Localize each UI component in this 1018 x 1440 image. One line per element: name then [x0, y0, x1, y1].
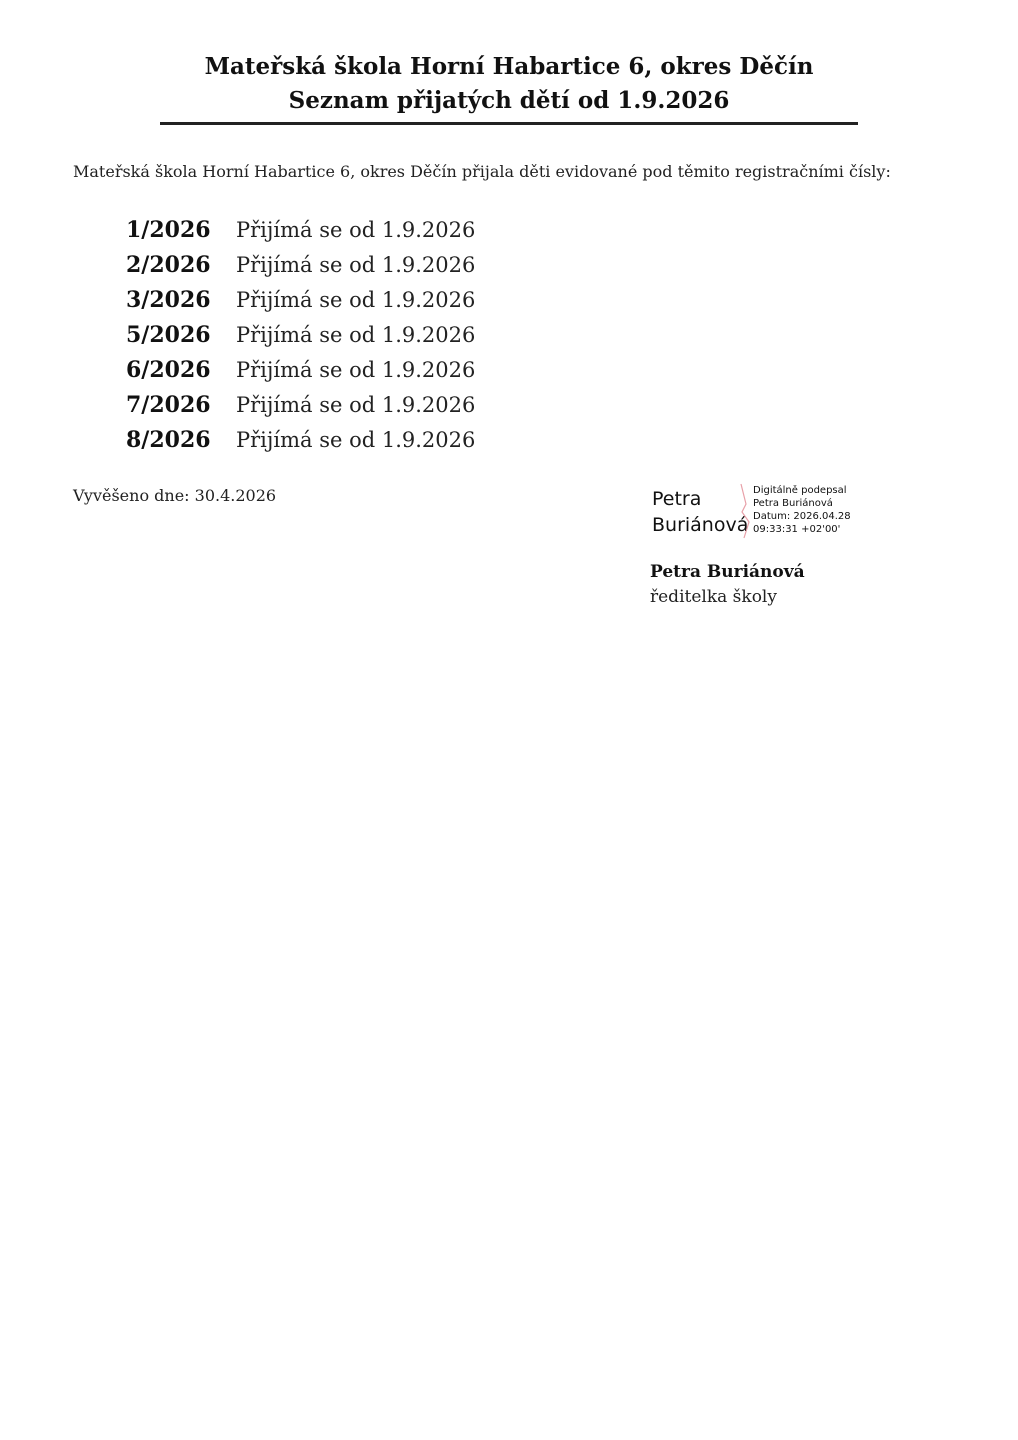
document-header [160, 50, 858, 125]
admission-status: Přijímá se od 1.9.2026 [236, 427, 476, 452]
admission-status: Přijímá se od 1.9.2026 [236, 217, 476, 242]
admission-item [126, 422, 475, 457]
signature-mark-icon [738, 482, 752, 540]
registration-number: 5/2026 [126, 321, 211, 348]
admission-item [126, 352, 475, 387]
registration-number: 8/2026 [126, 426, 211, 453]
signer-block [650, 560, 805, 610]
signature-detail-signer: Petra Buriánová [753, 498, 833, 509]
signature-detail-date: Datum: 2026.04.28 [753, 511, 851, 522]
admission-status: Přijímá se od 1.9.2026 [236, 322, 476, 347]
signature-name [652, 486, 748, 538]
admission-status: Přijímá se od 1.9.2026 [236, 287, 476, 312]
admission-item [126, 317, 475, 352]
admission-item [126, 212, 475, 247]
posted-date: Vyvěšeno dne: 30.4.2026 [73, 486, 277, 505]
signer-name: Petra Buriánová [650, 562, 805, 582]
list-title: Seznam přijatých dětí od 1.9.2026 [288, 87, 730, 114]
signature-detail-label: Digitálně podepsal [753, 485, 847, 496]
registration-number: 3/2026 [126, 286, 211, 313]
admission-item [126, 387, 475, 422]
registration-number: 7/2026 [126, 391, 211, 418]
admission-status: Přijímá se od 1.9.2026 [236, 357, 476, 382]
signature-name-first: Petra [652, 488, 702, 510]
signer-role: ředitelka školy [650, 587, 777, 607]
school-title: Mateřská škola Horní Habartice 6, okres Děčín [204, 53, 814, 80]
registration-number: 6/2026 [126, 356, 211, 383]
admissions-list [126, 212, 475, 457]
registration-number: 1/2026 [126, 216, 211, 243]
signature-details [753, 484, 851, 536]
admission-status: Přijímá se od 1.9.2026 [236, 392, 476, 417]
signature-name-last: Buriánová [652, 514, 749, 536]
admission-item [126, 247, 475, 282]
digital-signature [650, 482, 870, 542]
registration-number: 2/2026 [126, 251, 211, 278]
signature-detail-time: 09:33:31 +02'00' [753, 524, 841, 535]
intro-text: Mateřská škola Horní Habartice 6, okres Děčín přijala děti evidované pod těmito registračními čísly: [73, 162, 891, 181]
admission-status: Přijímá se od 1.9.2026 [236, 252, 476, 277]
admission-item [126, 282, 475, 317]
